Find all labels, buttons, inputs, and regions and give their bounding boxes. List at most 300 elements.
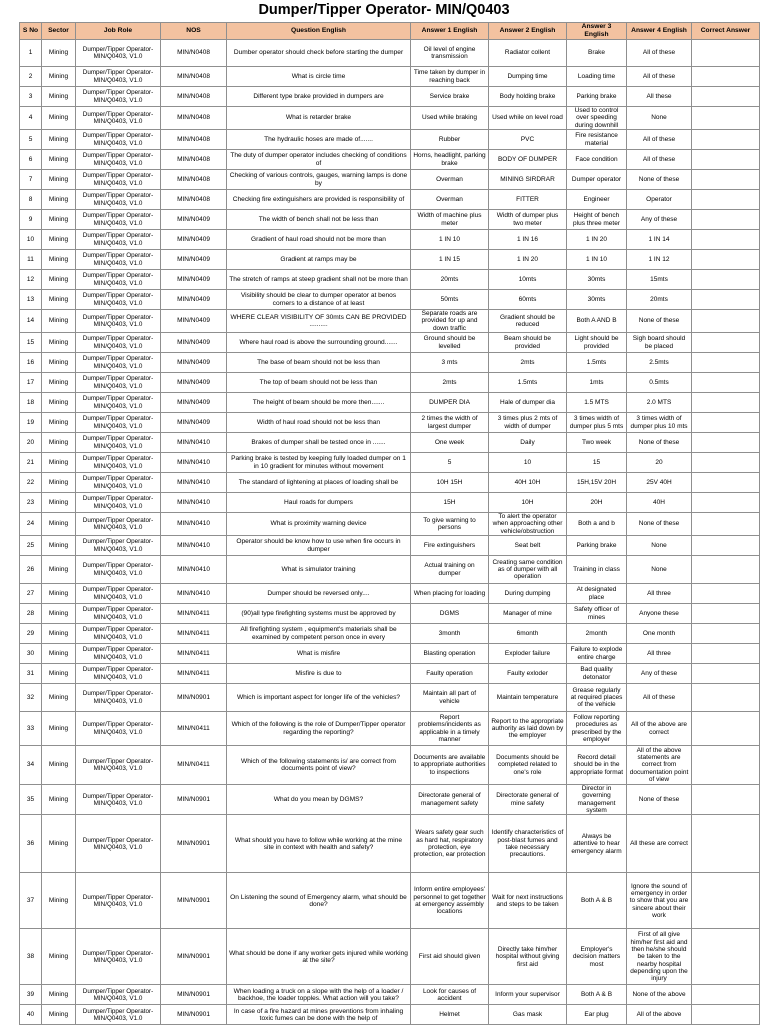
cell-answer-4: None of these (627, 785, 692, 815)
cell-sector: Mining (42, 433, 76, 453)
cell-nos: MIN/N0411 (161, 624, 227, 644)
cell-answer-1: 2mts (411, 373, 489, 393)
cell-answer-2: Inform your supervisor (489, 985, 567, 1005)
cell-answer-2: Documents should be completed related to one's role (489, 746, 567, 785)
cell-question: The height of beam should be more then....... (227, 393, 411, 413)
cell-nos: MIN/N0411 (161, 604, 227, 624)
cell-sector: Mining (42, 87, 76, 107)
cell-correct-answer (692, 170, 760, 190)
cell-answer-1: Used while braking (411, 107, 489, 130)
cell-answer-4: None (627, 536, 692, 556)
cell-answer-4: 3 times width of dumper plus 10 mts (627, 413, 692, 433)
cell-answer-4: 15mts (627, 270, 692, 290)
cell-question: Operator should be know how to use when fire occurs in dumper (227, 536, 411, 556)
cell-answer-3: Parking brake (567, 87, 627, 107)
cell-answer-2: 1 IN 16 (489, 230, 567, 250)
cell-question: Haul roads for dumpers (227, 493, 411, 513)
cell-correct-answer (692, 87, 760, 107)
cell-answer-1: Blasting operation (411, 644, 489, 664)
cell-job-role: Dumper/Tipper Operator-MIN/Q0403, V1.0 (76, 584, 161, 604)
cell-sector: Mining (42, 873, 76, 929)
cell-correct-answer (692, 513, 760, 536)
cell-answer-1: Documents are available to appropriate authorities to inspections (411, 746, 489, 785)
cell-sno: 8 (20, 190, 42, 210)
table-row (20, 815, 760, 873)
cell-correct-answer (692, 393, 760, 413)
table-row (20, 433, 760, 453)
cell-answer-2: Identify characteristics of post-blast fumes and take necessary precautions. (489, 815, 567, 873)
cell-sno: 20 (20, 433, 42, 453)
cell-answer-2: 10mts (489, 270, 567, 290)
cell-correct-answer (692, 1005, 760, 1025)
cell-nos: MIN/N0408 (161, 170, 227, 190)
table-row (20, 170, 760, 190)
cell-answer-4: None of these (627, 170, 692, 190)
cell-correct-answer (692, 333, 760, 353)
cell-job-role: Dumper/Tipper Operator-MIN/Q0403, V1.0 (76, 929, 161, 985)
cell-answer-1: Look for causes of accident (411, 985, 489, 1005)
cell-nos: MIN/N0409 (161, 413, 227, 433)
cell-sno: 3 (20, 87, 42, 107)
cell-nos: MIN/N0411 (161, 746, 227, 785)
cell-answer-2: Daily (489, 433, 567, 453)
cell-sector: Mining (42, 413, 76, 433)
cell-job-role: Dumper/Tipper Operator-MIN/Q0403, V1.0 (76, 150, 161, 170)
table-row (20, 664, 760, 684)
cell-answer-1: First aid should given (411, 929, 489, 985)
cell-nos: MIN/N0901 (161, 815, 227, 873)
cell-correct-answer (692, 624, 760, 644)
cell-answer-1: Overman (411, 190, 489, 210)
cell-job-role: Dumper/Tipper Operator-MIN/Q0403, V1.0 (76, 67, 161, 87)
cell-answer-4: None (627, 556, 692, 584)
cell-nos: MIN/N0410 (161, 536, 227, 556)
cell-sno: 6 (20, 150, 42, 170)
cell-answer-3: Light should be provided (567, 333, 627, 353)
cell-answer-4: None of these (627, 433, 692, 453)
cell-answer-1: 15H (411, 493, 489, 513)
cell-answer-4: 40H (627, 493, 692, 513)
cell-answer-4: All of these (627, 684, 692, 712)
cell-answer-1: Inform entire employees' personnel to get together at emergency assembly locations (411, 873, 489, 929)
cell-sno: 32 (20, 684, 42, 712)
cell-job-role: Dumper/Tipper Operator-MIN/Q0403, V1.0 (76, 536, 161, 556)
cell-sno: 18 (20, 393, 42, 413)
cell-correct-answer (692, 150, 760, 170)
cell-job-role: Dumper/Tipper Operator-MIN/Q0403, V1.0 (76, 87, 161, 107)
cell-job-role: Dumper/Tipper Operator-MIN/Q0403, V1.0 (76, 453, 161, 473)
cell-job-role: Dumper/Tipper Operator-MIN/Q0403, V1.0 (76, 644, 161, 664)
cell-job-role: Dumper/Tipper Operator-MIN/Q0403, V1.0 (76, 40, 161, 67)
cell-question: What should be done if any worker gets injured while working at the site? (227, 929, 411, 985)
cell-answer-3: Failure to explode entire charge (567, 644, 627, 664)
cell-nos: MIN/N0408 (161, 107, 227, 130)
cell-sno: 27 (20, 584, 42, 604)
column-header-job-role: Job Role (76, 23, 161, 40)
cell-sno: 9 (20, 210, 42, 230)
cell-correct-answer (692, 985, 760, 1005)
cell-sector: Mining (42, 1005, 76, 1025)
cell-answer-4: Ignore the sound of emergency in order to show that you are sincere about their work (627, 873, 692, 929)
cell-nos: MIN/N0408 (161, 87, 227, 107)
cell-answer-4: All these (627, 87, 692, 107)
cell-correct-answer (692, 712, 760, 746)
cell-correct-answer (692, 210, 760, 230)
table-row (20, 413, 760, 433)
cell-job-role: Dumper/Tipper Operator-MIN/Q0403, V1.0 (76, 1005, 161, 1025)
cell-question: Where haul road is above the surrounding ground....... (227, 333, 411, 353)
cell-answer-1: 3month (411, 624, 489, 644)
cell-answer-1: Rubber (411, 130, 489, 150)
cell-answer-2: Maintain temperature (489, 684, 567, 712)
cell-correct-answer (692, 604, 760, 624)
cell-job-role: Dumper/Tipper Operator-MIN/Q0403, V1.0 (76, 170, 161, 190)
cell-answer-1: Separate roads are provided for up and down traffic (411, 310, 489, 333)
cell-answer-3: 3 times width of dumper plus 5 mts (567, 413, 627, 433)
cell-nos: MIN/N0410 (161, 433, 227, 453)
cell-answer-2: 10H (489, 493, 567, 513)
cell-nos: MIN/N0410 (161, 473, 227, 493)
cell-job-role: Dumper/Tipper Operator-MIN/Q0403, V1.0 (76, 310, 161, 333)
cell-answer-1: Service brake (411, 87, 489, 107)
cell-correct-answer (692, 107, 760, 130)
cell-answer-1: 2 times the width of largest dumper (411, 413, 489, 433)
cell-nos: MIN/N0411 (161, 664, 227, 684)
table-row (20, 353, 760, 373)
cell-answer-3: Face condition (567, 150, 627, 170)
cell-answer-2: Wait for next instructions and steps to be taken (489, 873, 567, 929)
cell-answer-1: Width of machine plus meter (411, 210, 489, 230)
cell-answer-3: At designated place (567, 584, 627, 604)
cell-answer-2: Hale of dumper dia (489, 393, 567, 413)
cell-answer-3: 1.5 MTS (567, 393, 627, 413)
column-header-answer-4: Answer 4 English (627, 23, 692, 40)
cell-sector: Mining (42, 785, 76, 815)
cell-job-role: Dumper/Tipper Operator-MIN/Q0403, V1.0 (76, 624, 161, 644)
cell-sector: Mining (42, 130, 76, 150)
cell-sector: Mining (42, 67, 76, 87)
cell-sector: Mining (42, 270, 76, 290)
cell-answer-1: Directorate general of management safety (411, 785, 489, 815)
cell-nos: MIN/N0409 (161, 353, 227, 373)
cell-question: Misfire is due to (227, 664, 411, 684)
cell-answer-4: One month (627, 624, 692, 644)
cell-job-role: Dumper/Tipper Operator-MIN/Q0403, V1.0 (76, 210, 161, 230)
table-row (20, 230, 760, 250)
cell-answer-3: Always be attentive to hear emergency alarm (567, 815, 627, 873)
cell-job-role: Dumper/Tipper Operator-MIN/Q0403, V1.0 (76, 815, 161, 873)
table-row (20, 556, 760, 584)
cell-question: Which of the following statements is/ are correct from documents point of view? (227, 746, 411, 785)
cell-sno: 15 (20, 333, 42, 353)
cell-nos: MIN/N0409 (161, 250, 227, 270)
cell-answer-3: 15H,15V 20H (567, 473, 627, 493)
cell-question: In case of a fire hazard at mines preventions from inhaling toxic fumes can be done with the help of (227, 1005, 411, 1025)
table-row (20, 746, 760, 785)
cell-nos: MIN/N0411 (161, 712, 227, 746)
cell-answer-4: 20 (627, 453, 692, 473)
cell-correct-answer (692, 929, 760, 985)
cell-question: The duty of dumper operator includes checking of conditions of (227, 150, 411, 170)
cell-answer-2: Beam should be provided (489, 333, 567, 353)
cell-question: What do you mean by DGMS? (227, 785, 411, 815)
table-row (20, 985, 760, 1005)
cell-answer-3: 15 (567, 453, 627, 473)
cell-answer-3: Follow reporting procedures as prescribed by the employer (567, 712, 627, 746)
cell-nos: MIN/N0409 (161, 393, 227, 413)
cell-sno: 17 (20, 373, 42, 393)
cell-answer-2: 6month (489, 624, 567, 644)
cell-correct-answer (692, 40, 760, 67)
table-row (20, 712, 760, 746)
cell-correct-answer (692, 453, 760, 473)
cell-answer-3: Safety officer of mines (567, 604, 627, 624)
cell-answer-4: All of these (627, 40, 692, 67)
cell-answer-1: 50mts (411, 290, 489, 310)
cell-sno: 10 (20, 230, 42, 250)
cell-answer-2: 3 times plus 2 mts of width of dumper (489, 413, 567, 433)
cell-job-role: Dumper/Tipper Operator-MIN/Q0403, V1.0 (76, 664, 161, 684)
cell-answer-4: 0.5mts (627, 373, 692, 393)
cell-question: What is simulator training (227, 556, 411, 584)
cell-job-role: Dumper/Tipper Operator-MIN/Q0403, V1.0 (76, 433, 161, 453)
cell-sector: Mining (42, 230, 76, 250)
cell-answer-1: One week (411, 433, 489, 453)
cell-answer-1: 5 (411, 453, 489, 473)
column-header-question: Question English (227, 23, 411, 40)
cell-answer-2: Radiator collent (489, 40, 567, 67)
table-row (20, 130, 760, 150)
cell-correct-answer (692, 493, 760, 513)
cell-answer-2: Used while on level road (489, 107, 567, 130)
table-row (20, 107, 760, 130)
cell-job-role: Dumper/Tipper Operator-MIN/Q0403, V1.0 (76, 290, 161, 310)
table-row (20, 624, 760, 644)
cell-job-role: Dumper/Tipper Operator-MIN/Q0403, V1.0 (76, 493, 161, 513)
cell-sno: 11 (20, 250, 42, 270)
cell-answer-2: During dumping (489, 584, 567, 604)
cell-nos: MIN/N0409 (161, 310, 227, 333)
cell-answer-1: Helmet (411, 1005, 489, 1025)
cell-sector: Mining (42, 170, 76, 190)
cell-job-role: Dumper/Tipper Operator-MIN/Q0403, V1.0 (76, 373, 161, 393)
cell-question: The standard of lightening at places of loading shall be (227, 473, 411, 493)
table-row (20, 536, 760, 556)
cell-answer-1: Faulty operation (411, 664, 489, 684)
table-row (20, 290, 760, 310)
cell-question: Which of the following is the role of Dumper/Tipper operator regarding the reporting? (227, 712, 411, 746)
table-row (20, 250, 760, 270)
cell-answer-1: Maintain all part of vehicle (411, 684, 489, 712)
cell-question: Parking brake is tested by keeping fully loaded dumper on 1 in 10 gradient for minutes without movement (227, 453, 411, 473)
cell-answer-1: Report problems/incidents as applicable in a timely manner (411, 712, 489, 746)
cell-answer-3: Both A & B (567, 873, 627, 929)
cell-sno: 39 (20, 985, 42, 1005)
cell-answer-1: DGMS (411, 604, 489, 624)
table-row (20, 87, 760, 107)
table-row (20, 513, 760, 536)
cell-correct-answer (692, 270, 760, 290)
cell-answer-1: 10H 15H (411, 473, 489, 493)
table-row (20, 684, 760, 712)
cell-answer-2: Directly take him/her hospital without giving first aid (489, 929, 567, 985)
cell-answer-1: DUMPER DIA (411, 393, 489, 413)
cell-nos: MIN/N0901 (161, 684, 227, 712)
cell-question: (90)all type firefighting systems must be approved by (227, 604, 411, 624)
cell-sno: 36 (20, 815, 42, 873)
cell-question: The stretch of ramps at steep gradient shall not be more than (227, 270, 411, 290)
cell-sno: 28 (20, 604, 42, 624)
cell-job-role: Dumper/Tipper Operator-MIN/Q0403, V1.0 (76, 107, 161, 130)
cell-job-role: Dumper/Tipper Operator-MIN/Q0403, V1.0 (76, 250, 161, 270)
cell-question: When loading a truck on a slope with the help of a loader / backhoe, the loader topples. What action will you take? (227, 985, 411, 1005)
table-row (20, 190, 760, 210)
cell-answer-3: Height of bench plus three meter (567, 210, 627, 230)
cell-answer-2: Seat belt (489, 536, 567, 556)
cell-answer-1: 1 IN 15 (411, 250, 489, 270)
cell-sector: Mining (42, 290, 76, 310)
cell-answer-3: Record detail should be in the appropriate format (567, 746, 627, 785)
cell-answer-2: To alert the operator when approaching other vehicle/obstruction (489, 513, 567, 536)
cell-answer-1: Horns, headlight, parking brake (411, 150, 489, 170)
cell-answer-2: Manager of mine (489, 604, 567, 624)
cell-answer-2: Body holding brake (489, 87, 567, 107)
table-row (20, 373, 760, 393)
cell-answer-4: Any of these (627, 210, 692, 230)
cell-sno: 31 (20, 664, 42, 684)
cell-sno: 26 (20, 556, 42, 584)
cell-sno: 12 (20, 270, 42, 290)
cell-question: Visibility should be clear to dumper operator at benos corners to a distance of at least (227, 290, 411, 310)
cell-answer-3: Brake (567, 40, 627, 67)
cell-answer-3: Both a and b (567, 513, 627, 536)
table-row (20, 210, 760, 230)
cell-job-role: Dumper/Tipper Operator-MIN/Q0403, V1.0 (76, 130, 161, 150)
cell-answer-2: 60mts (489, 290, 567, 310)
cell-sno: 33 (20, 712, 42, 746)
cell-sector: Mining (42, 536, 76, 556)
cell-correct-answer (692, 413, 760, 433)
cell-answer-1: Overman (411, 170, 489, 190)
cell-sno: 40 (20, 1005, 42, 1025)
cell-sector: Mining (42, 584, 76, 604)
cell-answer-2: Exploder failure (489, 644, 567, 664)
cell-answer-3: 30mts (567, 270, 627, 290)
cell-answer-4: All three (627, 644, 692, 664)
cell-answer-4: Anyone these (627, 604, 692, 624)
cell-answer-2: 1 IN 20 (489, 250, 567, 270)
cell-answer-1: Wears safety gear such as hard hat, respiratory protection, eye protection, ear protection (411, 815, 489, 873)
cell-answer-3: Engineer (567, 190, 627, 210)
column-header-sector: Sector (42, 23, 76, 40)
cell-answer-4: All of the above are correct (627, 712, 692, 746)
cell-answer-2: 2mts (489, 353, 567, 373)
column-header-answer-3: Answer 3 English (567, 23, 627, 40)
cell-nos: MIN/N0410 (161, 453, 227, 473)
cell-job-role: Dumper/Tipper Operator-MIN/Q0403, V1.0 (76, 513, 161, 536)
cell-answer-2: PVC (489, 130, 567, 150)
cell-question: Checking fire extinguishers are provided is responsibility of (227, 190, 411, 210)
cell-answer-4: None of these (627, 310, 692, 333)
cell-nos: MIN/N0408 (161, 130, 227, 150)
table-row (20, 1005, 760, 1025)
cell-question: What is proximity warning device (227, 513, 411, 536)
table-row (20, 584, 760, 604)
column-header-sno: S No (20, 23, 42, 40)
cell-nos: MIN/N0408 (161, 150, 227, 170)
cell-answer-2: Report to the appropriate authority as laid down by the employer (489, 712, 567, 746)
cell-answer-2: Directorate general of mine safety (489, 785, 567, 815)
cell-correct-answer (692, 536, 760, 556)
cell-sno: 38 (20, 929, 42, 985)
cell-nos: MIN/N0408 (161, 40, 227, 67)
cell-question: Dumper should be reversed only.... (227, 584, 411, 604)
cell-sno: 22 (20, 473, 42, 493)
cell-question: The hydraulic hoses are made of....... (227, 130, 411, 150)
page-title: Dumper/Tipper Operator- MIN/Q0403 (258, 2, 510, 18)
cell-answer-3: Parking brake (567, 536, 627, 556)
cell-job-role: Dumper/Tipper Operator-MIN/Q0403, V1.0 (76, 473, 161, 493)
cell-answer-4: None (627, 107, 692, 130)
cell-correct-answer (692, 644, 760, 664)
table-row (20, 873, 760, 929)
cell-sno: 35 (20, 785, 42, 815)
cell-question: Gradient of haul road should not be more than (227, 230, 411, 250)
cell-answer-3: Both A AND B (567, 310, 627, 333)
cell-answer-2: Creating same condition as of dumper with all operation (489, 556, 567, 584)
cell-answer-4: 2.5mts (627, 353, 692, 373)
cell-correct-answer (692, 433, 760, 453)
cell-answer-2: Faulty exloder (489, 664, 567, 684)
cell-answer-3: Dumper operator (567, 170, 627, 190)
cell-answer-3: Two week (567, 433, 627, 453)
cell-job-role: Dumper/Tipper Operator-MIN/Q0403, V1.0 (76, 333, 161, 353)
cell-job-role: Dumper/Tipper Operator-MIN/Q0403, V1.0 (76, 746, 161, 785)
cell-sector: Mining (42, 190, 76, 210)
cell-sector: Mining (42, 664, 76, 684)
cell-job-role: Dumper/Tipper Operator-MIN/Q0403, V1.0 (76, 230, 161, 250)
cell-sector: Mining (42, 210, 76, 230)
cell-question: What is circle time (227, 67, 411, 87)
cell-nos: MIN/N0901 (161, 873, 227, 929)
cell-answer-3: Training in class (567, 556, 627, 584)
cell-nos: MIN/N0409 (161, 210, 227, 230)
cell-correct-answer (692, 290, 760, 310)
cell-answer-3: Ear plug (567, 1005, 627, 1025)
cell-correct-answer (692, 556, 760, 584)
cell-sector: Mining (42, 310, 76, 333)
cell-correct-answer (692, 130, 760, 150)
cell-sector: Mining (42, 604, 76, 624)
cell-job-role: Dumper/Tipper Operator-MIN/Q0403, V1.0 (76, 684, 161, 712)
cell-nos: MIN/N0901 (161, 985, 227, 1005)
cell-answer-4: All of the above (627, 1005, 692, 1025)
cell-question: Dumber operator should check before starting the dumper (227, 40, 411, 67)
cell-sno: 37 (20, 873, 42, 929)
cell-answer-2: 10 (489, 453, 567, 473)
cell-sno: 7 (20, 170, 42, 190)
cell-answer-4: 2.0 MTS (627, 393, 692, 413)
cell-correct-answer (692, 815, 760, 873)
cell-sector: Mining (42, 150, 76, 170)
cell-answer-3: Fire resistance material (567, 130, 627, 150)
cell-correct-answer (692, 67, 760, 87)
cell-sector: Mining (42, 746, 76, 785)
cell-question: On Listening the sound of Emergency alarm, what should be done? (227, 873, 411, 929)
cell-job-role: Dumper/Tipper Operator-MIN/Q0403, V1.0 (76, 985, 161, 1005)
cell-answer-2: 1.5mts (489, 373, 567, 393)
cell-answer-4: Any of these (627, 664, 692, 684)
